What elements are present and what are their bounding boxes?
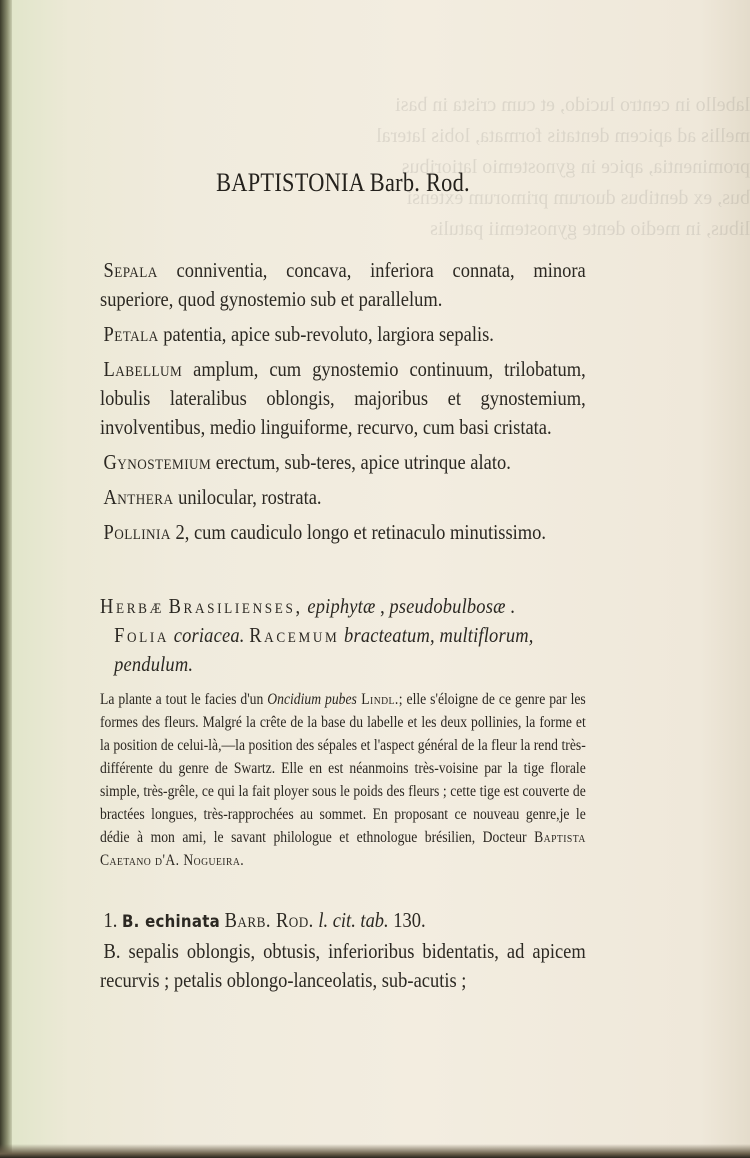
species-number: 1. [103,908,118,932]
sepala-label: Sepala [103,258,158,282]
species-author: Barb. Rod. [224,908,314,932]
species-heading [100,906,586,937]
species-desc-text: sepalis oblongis, obtusis, inferioribus bidentatis, ad apicem recurvis ; petalis oblongo-lanceolatis, sub-acutis ; [100,939,586,992]
petala-text: patentia, apice sub-revoluto, largiora sepalis. [158,322,494,346]
french-note [100,688,586,872]
gynostemium-text: erectum, sub-teres, apice utrinque alato. [211,450,511,474]
petala-paragraph [100,320,586,349]
species-description [100,937,586,995]
brasilienses-word: Brasilienses, [168,594,303,618]
anthera-paragraph [100,483,586,512]
anthera-text: unilocular, rostrata. [173,485,322,509]
sepala-paragraph [100,256,586,314]
bleed-through-text: labello in centro lucido, et cum crista in basi mellis ad apicem dentatis formata, lobis lateral prominentia, apice in gynostemio latioribus bus, ex dentibus duorum primorum extensi libus, in medio dente gynostemii patulis [376,94,750,240]
lindl-author: Lindl. [356,691,399,708]
folia-line [100,621,586,679]
note-text-start: La plante a tout le facies d'un [100,691,268,708]
genus-title: BAPTISTONIA Barb. Rod. [216,168,470,197]
oncidium-name: Oncidium pubes [267,691,357,708]
pollinia-label: Pollinia [103,520,171,544]
sepala-text: conniventia, concava, inferiora connata, minora superiore, quod gynostemio sub et parallelum. [100,258,586,311]
species-tab: 130. [393,908,426,932]
anthera-label: Anthera [103,485,174,509]
racemum-label: Racemum [249,623,340,647]
racemum-text: bracteatum, multiflorum, pendulum. [114,623,534,676]
book-spine [0,0,12,1158]
species-citation: l. cit. tab. [318,908,389,932]
genus-description [100,256,586,553]
dedicatee-name: Baptista Caetano d'A. Nogueira. [100,829,586,869]
coriacea-word: coriacea. [173,623,245,647]
gynostemium-paragraph [100,448,586,477]
labellum-text: amplum, cum gynostemio continuum, trilobatum, lobulis lateralibus oblongis, majoribus et gynostemium, involventibus, medio linguiforme, recurvo, cum basi cristata. [100,357,586,439]
species-name: B. echinata [122,912,220,932]
pollinia-text: 2, cum caudiculo longo et retinaculo minutissimo. [170,520,547,544]
species-entry [100,906,586,995]
page-bottom-edge [0,1144,750,1158]
folia-label: Folia [114,623,170,647]
pseudobulbosae-word: pseudobulbosæ [389,594,506,618]
labellum-label: Labellum [103,357,183,381]
note-text-body: ; elle s'éloigne de ce genre par les formes des fleurs. Malgré la crête de la base du labelle et les deux pollinies, la forme et la position de celui-là,—la position des sépales et l'aspect général de la fleur la rend très-différente du genre de Swartz. Elle en est néanmoins très-voisine par la tige florale simple, très-grêle, ce qui la fait ployer sous le poids des fleurs ; cette tige est couverte de bractées longues, très-rapprochées au sommet. En proposant ce nouveau genre,je le dédie à mon ami, le savant philologue et ethnologue brésilien, Docteur [100,691,586,846]
note-paragraph [100,688,586,872]
herbae-label: Herbæ [100,594,164,618]
petala-label: Petala [103,322,159,346]
herbae-block [100,592,586,679]
epiphytae-word: epiphytæ [307,594,376,618]
gynostemium-label: Gynostemium [103,450,212,474]
species-desc-label: B. [103,939,121,963]
herbae-line: Herbæ Brasilienses, epiphytæ , pseudobulbosæ . [100,594,515,618]
labellum-paragraph [100,355,586,442]
pollinia-paragraph [100,518,586,547]
